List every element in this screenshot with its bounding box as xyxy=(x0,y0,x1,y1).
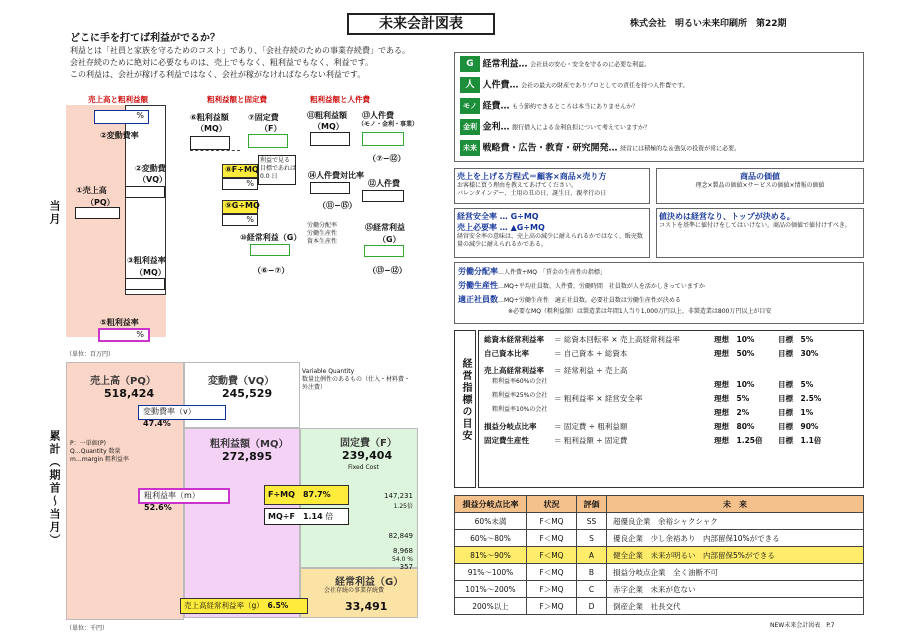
goods-icon: モノ xyxy=(460,98,480,114)
indicator-row: 粗利益率60%の会社 理想 10% 目標 5% xyxy=(492,378,814,389)
safety-rate-box: 経営安全率 … G÷MQ 売上必要率 … ▲G÷MQ 経営安全率の意味は、売上高の減少に耐えられるかではなく、販売数量の減少に耐えられるかである。 xyxy=(454,208,650,258)
page-title: 未来会計図表 xyxy=(347,13,495,35)
indicator-list xyxy=(484,333,860,448)
cum-ordinary-label: 経常利益（G） xyxy=(335,577,404,588)
table-row: 91%〜100% F＜MQ B 損益分岐点企業 全く油断不可 xyxy=(455,564,864,581)
future-icon: 未来 xyxy=(460,140,480,156)
g12-label: ⑫人件費 xyxy=(368,179,400,188)
ordinary-label: ⑩経常利益（G） xyxy=(240,233,302,242)
dashed-line xyxy=(190,150,240,151)
var-cost-input[interactable] xyxy=(125,186,165,198)
g12-input[interactable] xyxy=(362,190,404,202)
gross-input[interactable] xyxy=(125,278,165,290)
var-rate-box: 変動費率（v） 47.4% xyxy=(138,405,226,420)
g-icon: G xyxy=(460,56,480,72)
fixed-num-2: 8,968 xyxy=(392,547,413,555)
strategy-row: 人 人件費… 会社の最大の財産でありプロとしての責任を持つ人件費です。 xyxy=(460,77,858,98)
gmq-label: ⑨G÷MQ xyxy=(222,200,258,214)
strategy-row: 未来 戦略費・広告・教育・研究開発… 経営には積極的な＆強気の投資が常に必要。 xyxy=(460,140,858,161)
unit-cumulative: （単位：千円） xyxy=(66,625,109,632)
cum-fixed-value: 239,404 xyxy=(342,449,393,462)
vq-note: Variable Quantity 数量比例性のあるもの（仕入・材料費・外注費） xyxy=(302,368,411,391)
sales-label: ①売上高 xyxy=(76,186,107,195)
g14-label: ⑭人件費対比率 xyxy=(308,171,364,180)
current-side-label: 当月 xyxy=(48,200,61,226)
table-row: 60%〜80% F＜MQ S 優良企業 少し余裕あり 内部留保10%ができる xyxy=(455,530,864,547)
dash7-label: （⑦−⑫） xyxy=(368,154,406,163)
footer: NEW未来会計図表 P.7 xyxy=(770,622,835,629)
cum-fixed-label: 固定費（F） xyxy=(340,438,397,449)
fixed-sub-0: 1.25倍 xyxy=(393,503,413,510)
pricing-box: 値決めは経営なり、トップが決める。 コストを基準に値付けをしてはいけない。商品の価値で値付けすべき。 xyxy=(656,208,864,258)
gm-ratio5-label: ⑤粗利益率 xyxy=(100,318,139,327)
cum-ordinary-value: 33,491 xyxy=(345,600,388,613)
fixed-cost-label: Fixed Cost xyxy=(348,464,379,471)
indicator-row: 総資本経常利益率 ＝ 総資本回転率 × 売上高経常利益率 理想 10% 目標 5% xyxy=(484,335,814,344)
cumulative-side-label: 累計（期首〜当月） xyxy=(48,430,61,547)
indicator-row: 粗利益率10%の会社 理想 2% 目標 1% xyxy=(492,406,814,417)
indicator-row: 固定費生産性 ＝ 粗利益額 ÷ 固定費 理想 1.25倍 目標 1.1倍 xyxy=(484,436,822,445)
pq-note: P：一単価(P) Q…Quantity 数量 m…margin 粗利益率 xyxy=(70,440,129,463)
gross-mq-input[interactable] xyxy=(190,136,230,150)
gross-mq-label: ⑥粗利益額 xyxy=(190,113,229,122)
fmq-label: ⑧F÷MQ xyxy=(222,164,258,178)
indicator-row: 売上高経常利益率 ＝ 経常利益 ÷ 売上高 xyxy=(484,366,628,375)
sales-equation-box: 売上を上げる方程式＝顧客×商品×売り方 お客様に買う理由を教えてあげてください。 バレンタインデー、土用の丑の日、誕生日、親孝行の日 xyxy=(454,168,650,204)
strategy-row: モノ 経費… もう節約できるところは本当にありませんか？ xyxy=(460,98,858,119)
g15-input[interactable] xyxy=(364,245,404,257)
column-header: 損益分岐点比率 xyxy=(455,496,527,513)
var-cost-rate-label: ②変動費率 xyxy=(100,131,139,140)
people-icon: 人 xyxy=(460,77,480,93)
table-row-highlighted: 81%〜90% F＜MQ A 健全企業 未来が明るい 内部留保5%ができる xyxy=(455,547,864,564)
gm-ratio-input[interactable]: % xyxy=(98,328,150,342)
strategy-row: G 経常利益… 会社員の安心・安全を守るのに必要な利益。 xyxy=(460,56,858,77)
header-profit: 粗利益額と人件費 xyxy=(310,95,370,104)
var-cost-label: ②変動費 xyxy=(135,164,166,173)
table-row: 200%以上 F＞MQ D 倒産企業 社長交代 xyxy=(455,598,864,615)
g11-sub: （MQ） xyxy=(313,122,344,131)
fixed-input[interactable] xyxy=(248,134,288,148)
g11-label: ⑪粗利益額 xyxy=(307,111,347,120)
fixed-label: ⑦固定費 xyxy=(248,113,279,122)
indicator-row: 損益分岐点比率 ＝ 固定費 ÷ 粗利益額 理想 80% 目標 90% xyxy=(484,422,819,431)
pq-label: （PQ） xyxy=(86,198,115,207)
fixed-sub-1: 54.0 % xyxy=(392,556,413,563)
ordinary-rate-box: 売上高経常利益率（g） 6.5% xyxy=(180,598,308,614)
g13-sub: （モノ・金利・事業） xyxy=(358,121,418,128)
gm-ratio-label: ③粗利益率 xyxy=(127,256,166,265)
mqf-box: MQ÷F 1.14 倍 xyxy=(264,508,349,525)
unit-current: （単位：百万円） xyxy=(66,351,115,358)
header-sales: 売上高と粗利益額 xyxy=(88,95,148,104)
strategy-list xyxy=(460,56,858,161)
dash6-label: （⑥−⑦） xyxy=(253,266,290,275)
gross-mq-sub: （MQ） xyxy=(196,124,227,133)
gm-rate-box: 粗利益率（m） 52.6% xyxy=(138,488,230,504)
fixed-num-0: 147,231 xyxy=(384,492,413,500)
breakeven-table xyxy=(454,495,864,615)
header-gross: 粗利益額と固定費 xyxy=(207,95,267,104)
cum-sales-value: 518,424 xyxy=(104,387,155,400)
cum-gross-value: 272,895 xyxy=(222,450,273,463)
indicator-row: 粗利益率25%の会社 ＝ 粗利益率 × 経営安全率 理想 5% 目標 2.5% xyxy=(492,392,822,403)
fixed-num-1: 82,849 xyxy=(388,532,413,540)
dash11-label: （⑪−⑮） xyxy=(318,201,357,210)
strategy-row: 金利 金利… 銀行借入による金利負担について考えていますか？ xyxy=(460,119,858,140)
cum-sales-label: 売上高（PQ） xyxy=(90,376,156,387)
table-row: 101%〜200% F＞MQ C 赤字企業 未来が危ない xyxy=(455,581,864,598)
indicator-row: 自己資本比率 ＝ 自己資本 ÷ 総資本 理想 50% 目標 30% xyxy=(484,349,819,358)
small-indices: 労働分配率 労働生産性 資本生産性 xyxy=(307,222,338,245)
dash13-label: （⑬−⑫） xyxy=(368,266,407,275)
fmq-box: F÷MQ 87.7% xyxy=(264,485,349,505)
column-header: 未 来 xyxy=(607,496,864,513)
column-header: 評価 xyxy=(577,496,607,513)
intro-line: 会社存続のために絶対に必要なものは、売上でもなく、粗利益でもなく、利益です。 xyxy=(70,58,374,67)
indicator-side-label: 経営指標の目安 xyxy=(460,358,471,442)
intro-line: 利益とは「社員と家族を守るためのコスト」であり、「会社存続のための事業存続費」である。 xyxy=(70,46,410,55)
ordinary-input[interactable] xyxy=(250,244,290,256)
vq-label: （VQ） xyxy=(138,175,167,184)
product-value-box: 商品の価値 理念×製品の価値×サービスの価値×情報の価値 xyxy=(656,168,864,204)
g15-sub: （G） xyxy=(378,235,401,244)
mq-label: （MQ） xyxy=(135,268,166,277)
table-row: 60%未満 F＜MQ SS 超優良企業 余裕シャクシャク xyxy=(455,513,864,530)
g15-label: ⑮経常利益 xyxy=(365,223,405,232)
sales-input[interactable] xyxy=(75,207,120,219)
company-name: 株式会社 明るい未来印刷所 第22期 xyxy=(630,19,787,29)
cum-var-label: 変動費（VQ） xyxy=(208,376,275,387)
fixed-sub: （F） xyxy=(260,124,282,133)
intro-question: どこに手を打てば利益がでるか？ xyxy=(70,33,220,44)
table-header-row xyxy=(455,496,864,513)
column-header: 状況 xyxy=(527,496,577,513)
productivity-box: 労働分配率…人件費÷MQ 「賃金の生産性の指標」 労働生産性…MQ÷平均社員数、人件費、労働時間 社員数が人を活かしきっていますか 適正社員数…MQ÷労働生産性 適正社員数。必要社員数は労働生産性が決める ※必要なMQ（粗利益額）は製造業は年間1人当り1,000万円以上、非製造業は800万円以上が目安 xyxy=(454,262,864,324)
fmq-input[interactable]: % xyxy=(222,178,258,190)
g13-input[interactable] xyxy=(362,132,404,146)
callout: 利益で見る 目標であれば 0.0 日 xyxy=(258,155,296,185)
g11-input[interactable] xyxy=(310,132,350,146)
intro-line: この利益は、会社が稼げる利益ではなく、会社が稼がなければならない利益です。 xyxy=(70,70,366,79)
var-cost-rate-input[interactable]: % xyxy=(94,110,149,124)
g13-label: ⑬人件費 xyxy=(362,111,394,120)
interest-icon: 金利 xyxy=(460,119,480,135)
fixed-num-3: 357 xyxy=(399,563,413,571)
g14-input[interactable] xyxy=(310,182,350,194)
cum-gross-label: 粗利益額（MQ） xyxy=(210,439,289,450)
cum-ordinary-sub: 会社存続の事業存続費 xyxy=(324,587,385,594)
cum-var-value: 245,529 xyxy=(222,387,273,400)
intro xyxy=(70,33,410,81)
gmq-input[interactable]: % xyxy=(222,214,258,226)
